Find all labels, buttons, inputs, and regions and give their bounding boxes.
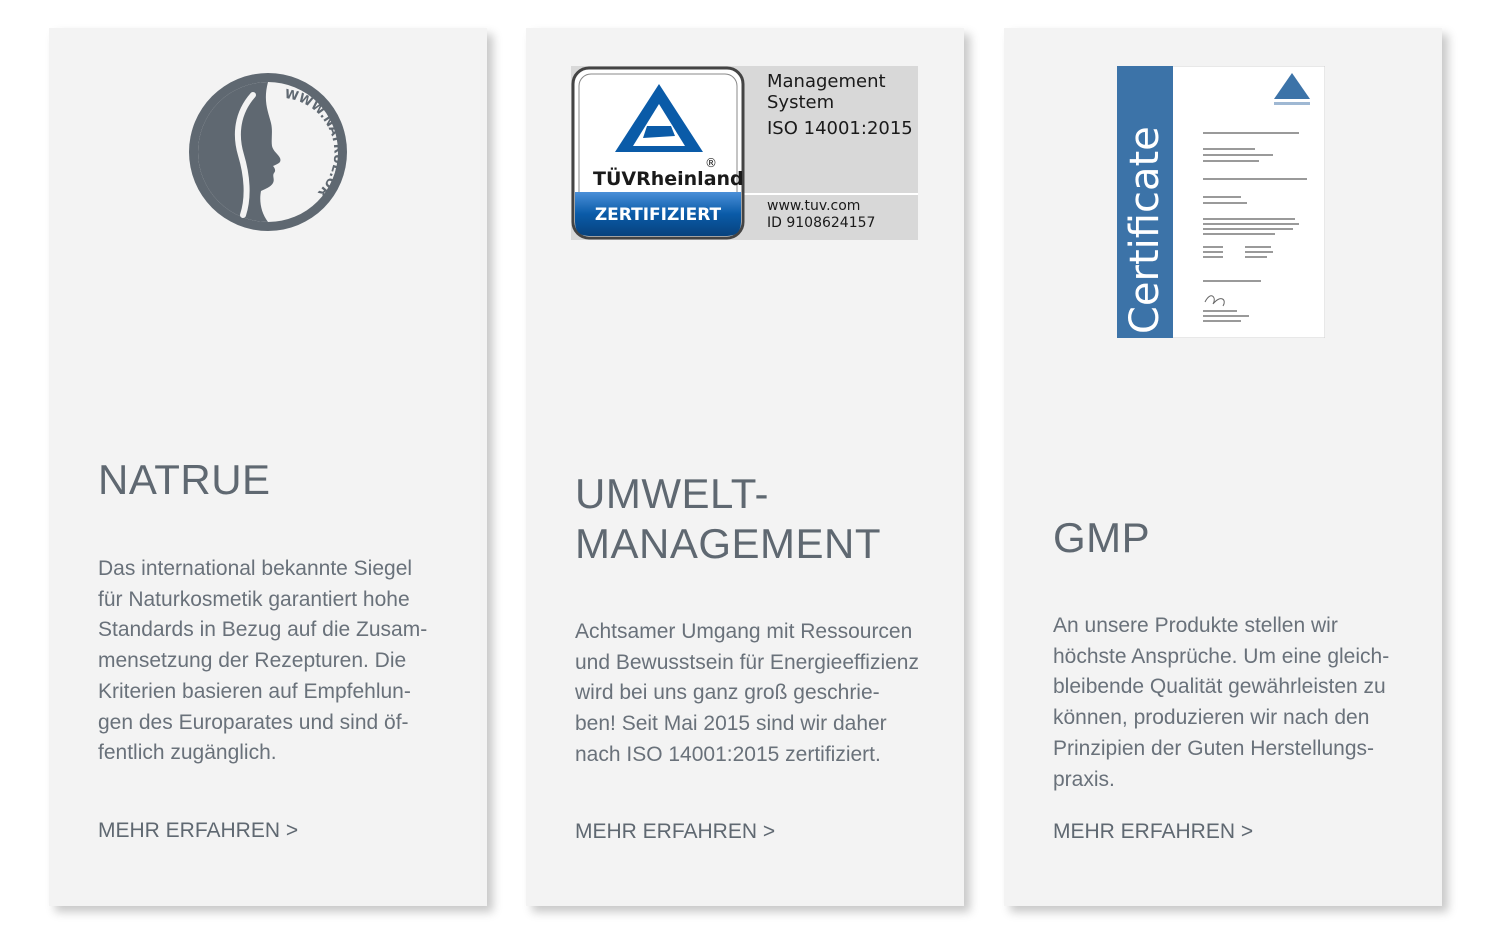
card-description: An unsere Produkte stellen wir höchste Ansprüche. Um eine gleich- bleibende Qualität gewährleisten zu können, produzieren wir nach den Prinzipien der Guten Herstellungs- praxis.	[1053, 614, 1390, 791]
card-title: UMWELT- MANAGEMENT	[575, 470, 882, 567]
card-gmp	[1004, 28, 1442, 906]
badge-system-label: Management System	[767, 71, 886, 113]
svg-text:ZERTIFIZIERT: ZERTIFIZIERT	[594, 205, 722, 225]
card-title: GMP	[1053, 514, 1151, 561]
mehr-erfahren-link[interactable]: MEHR ERFAHREN >	[575, 820, 776, 843]
natrue-seal-icon	[189, 73, 347, 231]
badge-url-label: www.tuv.com	[767, 198, 861, 214]
svg-text:TÜVRheinland: TÜVRheinland	[593, 168, 744, 190]
svg-text:Certificate: Certificate	[1122, 126, 1168, 334]
card-title: NATRUE	[98, 456, 271, 503]
card-natrue	[49, 28, 487, 906]
svg-text:WWW.NATRUE.ORG: WWW.NATRUE.OR	[283, 85, 347, 201]
mehr-erfahren-link[interactable]: MEHR ERFAHREN >	[98, 819, 299, 842]
badge-standard-label: ISO 14001:2015	[767, 118, 913, 139]
badge-id-label: ID 9108624157	[767, 215, 876, 231]
card-description: Das international bekannte Siegel für Naturkosmetik garantiert hohe Standards in Bezug auf die Zusam- mensetzung der Rezepturen. Die Kriterien basieren auf Empfehlun- gen des Europarates und sind öf- fentlich zugänglich.	[98, 557, 428, 765]
svg-text:®: ®	[705, 156, 717, 170]
card-description: Achtsamer Umgang mit Ressourcen und Bewusstsein für Energieeffizienz wird bei uns ganz groß geschrie- ben! Seit Mai 2015 sind wir daher nach ISO 14001:2015 zertifiziert.	[575, 620, 919, 766]
gmp-certificate-document-icon	[1117, 66, 1325, 338]
tuv-rheinland-certificate-icon	[571, 66, 918, 240]
mehr-erfahren-link[interactable]: MEHR ERFAHREN >	[1053, 820, 1254, 843]
card-umweltmanagement	[526, 28, 964, 906]
